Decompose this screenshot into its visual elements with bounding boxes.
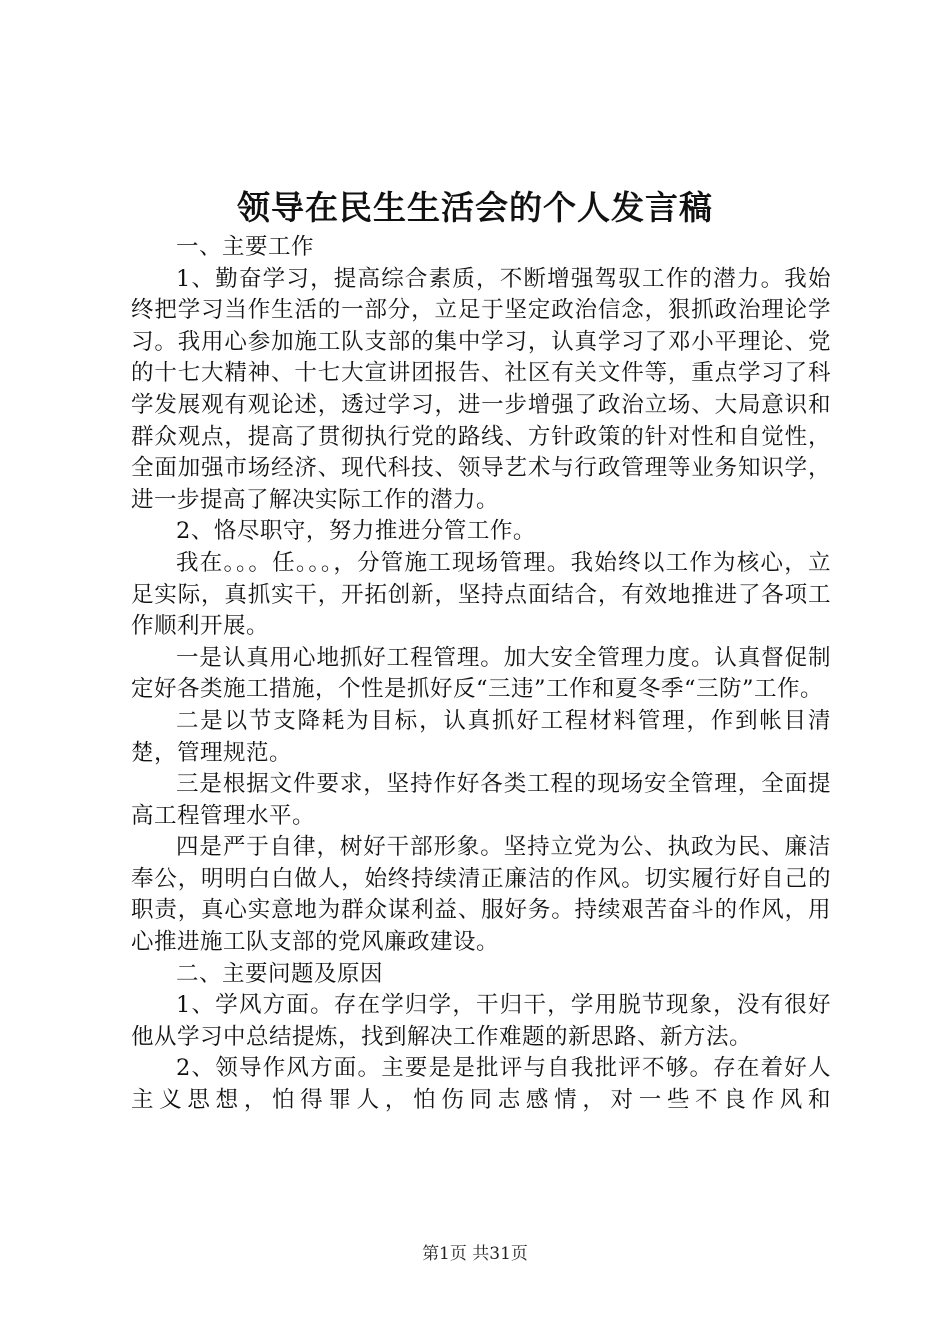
page-number-footer: 第1页 共31页 bbox=[422, 1244, 528, 1264]
section-heading: 二、主要问题及原因 bbox=[176, 960, 384, 987]
paragraph: 二是以节支降耗为目标，认真抓好工程材料管理，作到帐目清楚，管理规范。 bbox=[131, 707, 831, 766]
section-heading: 一、主要工作 bbox=[176, 234, 315, 260]
paragraph: 1、勤奋学习，提高综合素质，不断增强驾驭工作的潜力。我始终把学习当作生活的一部分，立足于坚定政治信念，狠抓政治理论学习。我用心参加施工队支部的集中学习，认真学习了邓小平理论、党的十七大精神、十七大宣讲团报告、社区有关文件等，重点学习了科学发展观有观论述，透过学习，进一步增强了政治立场、大局意识和群众观点，提高了贯彻执行党的路线、方针政策的针对性和自觉性，全面加强市场经济、现代科技、领导艺术与行政管理等业务知识学，进一步提高了解决实际工作的潜力。 bbox=[131, 265, 831, 513]
paragraph: 2、恪尽职守，努力推进分管工作。 bbox=[176, 518, 536, 545]
document-body bbox=[131, 232, 831, 1117]
paragraph: 1、学风方面。存在学归学，干归干，学用脱节现象，没有很好他从学习中总结提炼，找到解决工作难题的新思路、新方法。 bbox=[131, 992, 831, 1050]
document-title: 领导在民生生活会的个人发言稿 bbox=[237, 188, 713, 227]
paragraph: 我在。。。任。。。，分管施工现场管理。我始终以工作为核心，立足实际，真抓实干，开拓创新，坚持点面结合，有效地推进了各项工作顺利开展。 bbox=[131, 549, 831, 640]
paragraph: 2、领导作风方面。主要是是批评与自我批评不够。存在着好人主义思想，怕得罪人，怕伤同志感情，对一些不良作风和 bbox=[131, 1055, 831, 1114]
paragraph: 一是认真用心地抓好工程管理。加大安全管理力度。认真督促制定好各类施工措施，个性是抓好反“三违”工作和夏冬季“三防”工作。 bbox=[131, 644, 831, 703]
paragraph: 三是根据文件要求，坚持作好各类工程的现场安全管理，全面提高工程管理水平。 bbox=[131, 771, 831, 829]
paragraph: 四是严于自律，树好干部形象。坚持立党为公、执政为民、廉洁奉公，明明白白做人，始终持续清正廉洁的作风。切实履行好自己的职责，真心实意地为群众谋利益、服好务。持续艰苦奋斗的作风，用心推进施工队支部的党风廉政建设。 bbox=[131, 834, 831, 956]
